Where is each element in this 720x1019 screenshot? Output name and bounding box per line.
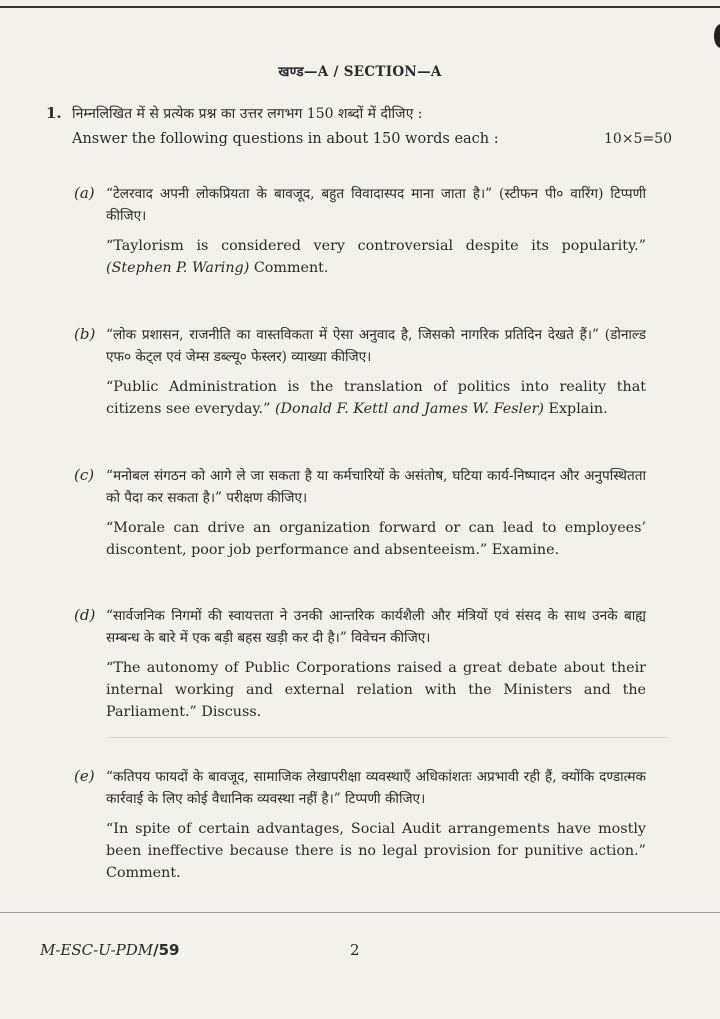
- part-directive: Comment.: [106, 865, 181, 881]
- part-label: (c): [74, 466, 95, 484]
- footer-divider: [0, 912, 720, 913]
- question-part-d: [74, 605, 646, 723]
- part-text-hindi: “लोक प्रशासन, राजनीति का वास्तविकता में ऐसा अनुवाद है, जिसको नागरिक प्रतिदिन देखते हैं।” (डोनाल्ड एफ० केट्ल एवं जेम्स डब्ल्यू० फेस्लर) व्याख्या कीजिए।: [106, 327, 646, 365]
- part-text-hindi: “मनोबल संगठन को आगे ले जा सकता है या कर्मचारियों के असंतोष, घटिया कार्य-निष्पादन और अनुपस्थितता को पैदा कर सकता है।” परीक्षण कीजिए।: [106, 468, 646, 506]
- paper-code-text: M-ESC-U-PDM: [40, 941, 154, 959]
- part-quote: “Public Administration is the translation of politics into reality that citizens see everyday.”: [106, 379, 646, 417]
- part-text-english: [106, 517, 646, 561]
- question-number: 1.: [46, 104, 62, 122]
- part-label: (d): [74, 606, 96, 624]
- part-author: (Donald F. Kettl and James W. Fesler): [274, 401, 544, 417]
- part-directive: Comment.: [253, 260, 329, 276]
- part-directive: Explain.: [548, 401, 608, 417]
- part-label: (b): [74, 325, 96, 343]
- question-instruction-english: Answer the following questions in about 150 words each :: [72, 131, 499, 147]
- part-quote: “Morale can drive an organization forward or can lead to employees’ discontent, poor job performance and absenteeism.”: [106, 520, 646, 558]
- part-text-english: [106, 657, 646, 723]
- part-text-english: [106, 235, 646, 279]
- part-label: (a): [74, 184, 95, 202]
- part-text-hindi: “टेलरवाद अपनी लोकप्रियता के बावजूद, बहुत विवादास्पद माना जाता है।” (स्टीफन पी० वारिंग) टिप्पणी कीजिए।: [106, 186, 646, 224]
- question-part-c: [74, 465, 646, 561]
- part-quote: “Taylorism is considered very controversial despite its popularity.”: [106, 238, 646, 254]
- part-text-hindi: “सार्वजनिक निगमों की स्वायत्तता ने उनकी आन्तरिक कार्यशैली और मंत्रियों एवं संसद के साथ उनके बाह्य सम्बन्ध के बारे में एक बड़ी बहस खड़ी कर दी है।” विवेचन कीजिए।: [106, 608, 646, 646]
- divider: [108, 737, 668, 738]
- part-text-english: [106, 376, 646, 420]
- question-part-e: [74, 766, 646, 884]
- part-directive: Examine.: [491, 542, 560, 558]
- part-text-english: [106, 818, 646, 884]
- part-text-hindi: “कतिपय फायदों के बावजूद, सामाजिक लेखापरीक्षा व्यवस्थाएँ अधिकांशतः अप्रभावी रही हैं, क्योंकि दण्डात्मक कार्रवाई के लिए कोई वैधानिक व्यवस्था नहीं है।” टिप्पणी कीजिए।: [106, 769, 646, 807]
- question-marks: 10×5=50: [604, 131, 672, 147]
- part-label: (e): [74, 767, 95, 785]
- part-quote: “The autonomy of Public Corporations raised a great debate about their internal working and external relation with the Ministers and the Parliament.”: [106, 660, 646, 720]
- page-number: 2: [350, 941, 360, 959]
- paper-code: [40, 941, 179, 959]
- part-author: (Stephen P. Waring): [106, 260, 250, 276]
- question-part-a: [74, 183, 646, 279]
- part-quote: “In spite of certain advantages, Social Audit arrangements have mostly been ineffective because there is no legal provision for punitive action.”: [106, 821, 646, 859]
- part-directive: Discuss.: [201, 704, 262, 720]
- question-part-b: [74, 324, 646, 420]
- paper-code-suffix: /59: [153, 941, 180, 959]
- top-border: [0, 6, 720, 8]
- question-instruction-hindi: निम्नलिखित में से प्रत्येक प्रश्न का उत्तर लगभग 150 शब्दों में दीजिए :: [72, 106, 423, 122]
- scan-mark: [714, 24, 720, 48]
- section-title: खण्ड—A / SECTION—A: [278, 64, 442, 80]
